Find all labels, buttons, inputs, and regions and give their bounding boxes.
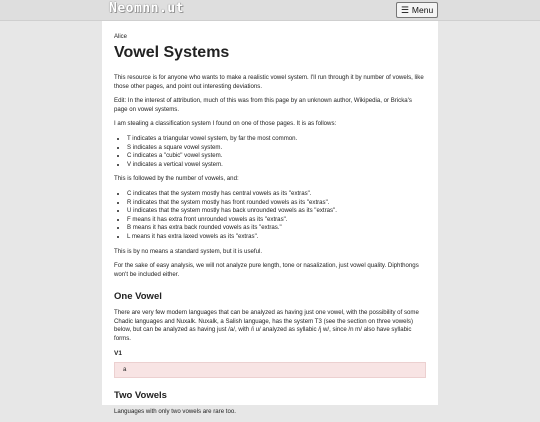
- hamburger-icon: ☰: [400, 4, 409, 15]
- list-item: • F means it has extra front unrounded vowels as its "extras".: [127, 216, 426, 225]
- list-item: • C indicates a "cubic" vowel system.: [127, 152, 426, 161]
- intro-paragraph: This resource is for anyone who wants to make a realistic vowel system. I'll run through it by number of vowels, like those other pages, and point out interesting deviations.: [114, 74, 424, 90]
- menu-button-label: Menu: [411, 5, 434, 15]
- article-content: [114, 34, 426, 422]
- two-vowels-paragraph: Languages with only two vowels are rare too.: [114, 407, 236, 415]
- not-standard-note: This is by no means a standard system, but it is useful.: [114, 247, 263, 255]
- subheading-v1: V1: [114, 349, 122, 357]
- vowel-example: a: [123, 366, 127, 374]
- list-item: • T indicates a triangular vowel system, by far the most common.: [127, 135, 426, 144]
- list-item: • B means it has extra back rounded vowels as its "extras.": [127, 224, 426, 233]
- list-item: • L means it has extra laxed vowels as its "extras".: [127, 233, 426, 242]
- list-item: • U indicates that the system mostly has back unrounded vowels as its "extras".: [127, 207, 426, 216]
- site-logo[interactable]: Neomnn.ut: [109, 1, 184, 16]
- ease-note: For the sake of easy analysis, we will not analyze pure length, tone or nasalization, just vowel quality. Diphthongs won't be included either.: [114, 262, 419, 278]
- list-item: • C indicates that the system mostly has central vowels as its "extras".: [127, 190, 426, 199]
- author-name[interactable]: Alice: [114, 34, 128, 40]
- menu-button[interactable]: [396, 2, 438, 18]
- page-title: Vowel Systems: [114, 44, 230, 61]
- edit-note: Edit: In the interest of attribution, much of this was from this page by an unknown author, Wikipedia, or Bricka's page on vowel systems.: [114, 97, 412, 113]
- section-heading-one-vowel: One Vowel: [114, 291, 162, 303]
- section-heading-two-vowels: Two Vowels: [114, 389, 167, 401]
- one-vowel-paragraph: There are very few modern languages that can be analyzed as having just one vowel, with the possibility of some Chadic languages and Nuxalk. Nuxalk, a Salish language, has the system T3 (see the section on three vowels) below, but can be analyzed as having just /a/, with /i u/ analyzed as syllabic /j w/, since /n m/ also have syllabic forms.: [114, 309, 419, 343]
- article-page: [102, 21, 438, 415]
- list-item: • V indicates a vertical vowel system.: [127, 161, 426, 170]
- top-bar: [0, 0, 540, 21]
- vowel-example-box: [114, 362, 426, 378]
- list-item: • S indicates a square vowel system.: [127, 144, 426, 153]
- classification-intro: I am stealing a classification system I found on one of those pages. It is as follows:: [114, 120, 337, 128]
- classification-list: [114, 135, 426, 169]
- followed-intro: This is followed by the number of vowels, and:: [114, 175, 239, 183]
- modifier-list: [114, 190, 426, 242]
- list-item: • R indicates that the system mostly has front rounded vowels as its "extras".: [127, 199, 426, 208]
